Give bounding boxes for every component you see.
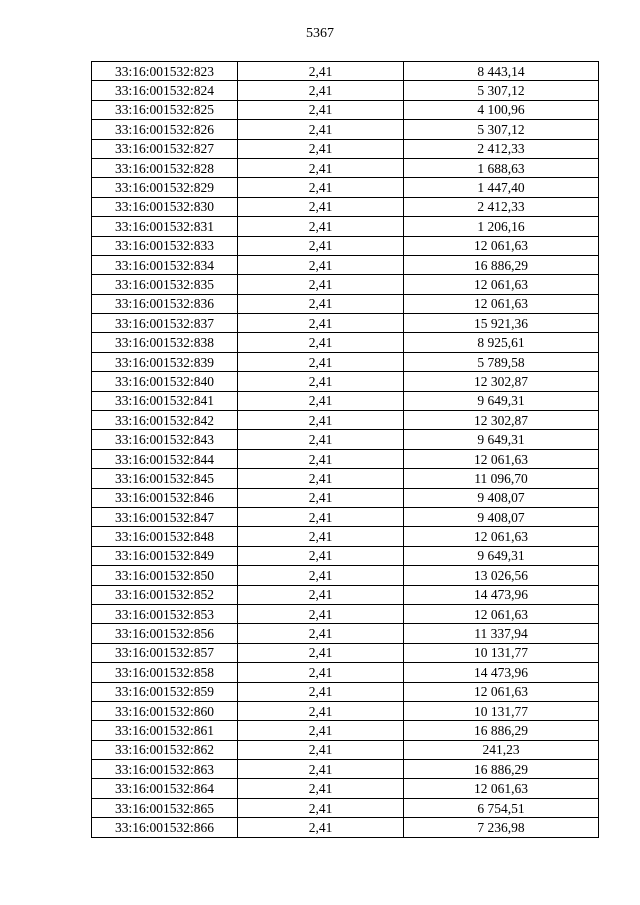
amount-cell: 13 026,56: [404, 566, 599, 585]
amount-cell: 9 649,31: [404, 391, 599, 410]
rate-cell: 2,41: [238, 391, 404, 410]
cadastral-number-cell: 33:16:001532:859: [92, 682, 238, 701]
amount-cell: 241,23: [404, 740, 599, 759]
amount-cell: 5 307,12: [404, 81, 599, 100]
rate-cell: 2,41: [238, 81, 404, 100]
cadastral-number-cell: 33:16:001532:861: [92, 721, 238, 740]
table-row: [92, 682, 599, 701]
cadastral-number-cell: 33:16:001532:830: [92, 197, 238, 216]
table-row: [92, 527, 599, 546]
cadastral-number-cell: 33:16:001532:865: [92, 798, 238, 817]
table-row: [92, 701, 599, 720]
amount-cell: 9 408,07: [404, 507, 599, 526]
table-row: [92, 546, 599, 565]
rate-cell: 2,41: [238, 585, 404, 604]
rate-cell: 2,41: [238, 566, 404, 585]
rate-cell: 2,41: [238, 488, 404, 507]
rate-cell: 2,41: [238, 352, 404, 371]
table-row: [92, 333, 599, 352]
amount-cell: 12 061,63: [404, 779, 599, 798]
rate-cell: 2,41: [238, 740, 404, 759]
table-row: [92, 275, 599, 294]
cadastral-number-cell: 33:16:001532:844: [92, 449, 238, 468]
rate-cell: 2,41: [238, 217, 404, 236]
table-row: [92, 643, 599, 662]
rate-cell: 2,41: [238, 527, 404, 546]
cadastral-number-cell: 33:16:001532:836: [92, 294, 238, 313]
table-row: [92, 760, 599, 779]
table-row: [92, 449, 599, 468]
amount-cell: 14 473,96: [404, 663, 599, 682]
amount-cell: 9 408,07: [404, 488, 599, 507]
cadastral-number-cell: 33:16:001532:849: [92, 546, 238, 565]
cadastral-number-cell: 33:16:001532:828: [92, 158, 238, 177]
rate-cell: 2,41: [238, 546, 404, 565]
table-row: [92, 721, 599, 740]
table-row: [92, 507, 599, 526]
amount-cell: 15 921,36: [404, 314, 599, 333]
cadastral-number-cell: 33:16:001532:863: [92, 760, 238, 779]
rate-cell: 2,41: [238, 798, 404, 817]
rate-cell: 2,41: [238, 236, 404, 255]
rate-cell: 2,41: [238, 682, 404, 701]
amount-cell: 1 447,40: [404, 178, 599, 197]
cadastral-number-cell: 33:16:001532:847: [92, 507, 238, 526]
table-row: [92, 663, 599, 682]
cadastral-number-cell: 33:16:001532:833: [92, 236, 238, 255]
rate-cell: 2,41: [238, 507, 404, 526]
rate-cell: 2,41: [238, 294, 404, 313]
cadastral-number-cell: 33:16:001532:839: [92, 352, 238, 371]
amount-cell: 12 302,87: [404, 411, 599, 430]
rate-cell: 2,41: [238, 604, 404, 623]
rate-cell: 2,41: [238, 779, 404, 798]
cadastral-number-cell: 33:16:001532:823: [92, 62, 238, 81]
rate-cell: 2,41: [238, 624, 404, 643]
table-row: [92, 217, 599, 236]
cadastral-number-cell: 33:16:001532:827: [92, 139, 238, 158]
cadastral-number-cell: 33:16:001532:860: [92, 701, 238, 720]
rate-cell: 2,41: [238, 701, 404, 720]
amount-cell: 8 443,14: [404, 62, 599, 81]
amount-cell: 9 649,31: [404, 430, 599, 449]
rate-cell: 2,41: [238, 100, 404, 119]
amount-cell: 1 688,63: [404, 158, 599, 177]
table-row: [92, 314, 599, 333]
table-row: [92, 566, 599, 585]
amount-cell: 5 307,12: [404, 120, 599, 139]
cadastral-number-cell: 33:16:001532:864: [92, 779, 238, 798]
cadastral-number-cell: 33:16:001532:843: [92, 430, 238, 449]
rate-cell: 2,41: [238, 255, 404, 274]
cadastral-table: [91, 61, 599, 838]
cadastral-number-cell: 33:16:001532:866: [92, 818, 238, 837]
table-row: [92, 430, 599, 449]
rate-cell: 2,41: [238, 643, 404, 662]
amount-cell: 7 236,98: [404, 818, 599, 837]
amount-cell: 12 061,63: [404, 527, 599, 546]
table-row: [92, 624, 599, 643]
table-row: [92, 391, 599, 410]
amount-cell: 16 886,29: [404, 255, 599, 274]
amount-cell: 11 096,70: [404, 469, 599, 488]
cadastral-number-cell: 33:16:001532:838: [92, 333, 238, 352]
rate-cell: 2,41: [238, 469, 404, 488]
cadastral-number-cell: 33:16:001532:842: [92, 411, 238, 430]
page-number: 5367: [306, 26, 334, 41]
cadastral-number-cell: 33:16:001532:852: [92, 585, 238, 604]
cadastral-number-cell: 33:16:001532:858: [92, 663, 238, 682]
amount-cell: 9 649,31: [404, 546, 599, 565]
amount-cell: 12 061,63: [404, 236, 599, 255]
table-row: [92, 236, 599, 255]
amount-cell: 16 886,29: [404, 721, 599, 740]
rate-cell: 2,41: [238, 275, 404, 294]
rate-cell: 2,41: [238, 411, 404, 430]
table-row: [92, 158, 599, 177]
cadastral-number-cell: 33:16:001532:845: [92, 469, 238, 488]
table-row: [92, 120, 599, 139]
amount-cell: 14 473,96: [404, 585, 599, 604]
amount-cell: 11 337,94: [404, 624, 599, 643]
amount-cell: 5 789,58: [404, 352, 599, 371]
cadastral-number-cell: 33:16:001532:826: [92, 120, 238, 139]
table-row: [92, 352, 599, 371]
amount-cell: 12 061,63: [404, 449, 599, 468]
table-row: [92, 100, 599, 119]
table-row: [92, 469, 599, 488]
cadastral-number-cell: 33:16:001532:829: [92, 178, 238, 197]
rate-cell: 2,41: [238, 197, 404, 216]
amount-cell: 2 412,33: [404, 139, 599, 158]
cadastral-number-cell: 33:16:001532:848: [92, 527, 238, 546]
table-row: [92, 178, 599, 197]
amount-cell: 1 206,16: [404, 217, 599, 236]
amount-cell: 8 925,61: [404, 333, 599, 352]
amount-cell: 12 302,87: [404, 372, 599, 391]
cadastral-number-cell: 33:16:001532:834: [92, 255, 238, 274]
table-row: [92, 585, 599, 604]
table-row: [92, 740, 599, 759]
rate-cell: 2,41: [238, 62, 404, 81]
amount-cell: 10 131,77: [404, 643, 599, 662]
table-row: [92, 818, 599, 837]
rate-cell: 2,41: [238, 333, 404, 352]
rate-cell: 2,41: [238, 139, 404, 158]
table-row: [92, 488, 599, 507]
rate-cell: 2,41: [238, 372, 404, 391]
cadastral-number-cell: 33:16:001532:824: [92, 81, 238, 100]
table-row: [92, 62, 599, 81]
amount-cell: 10 131,77: [404, 701, 599, 720]
amount-cell: 16 886,29: [404, 760, 599, 779]
rate-cell: 2,41: [238, 314, 404, 333]
rate-cell: 2,41: [238, 449, 404, 468]
table-row: [92, 294, 599, 313]
table-row: [92, 197, 599, 216]
amount-cell: 6 754,51: [404, 798, 599, 817]
rate-cell: 2,41: [238, 663, 404, 682]
rate-cell: 2,41: [238, 818, 404, 837]
cadastral-number-cell: 33:16:001532:853: [92, 604, 238, 623]
cadastral-number-cell: 33:16:001532:840: [92, 372, 238, 391]
table-row: [92, 81, 599, 100]
cadastral-number-cell: 33:16:001532:857: [92, 643, 238, 662]
rate-cell: 2,41: [238, 760, 404, 779]
rate-cell: 2,41: [238, 430, 404, 449]
table-row: [92, 372, 599, 391]
amount-cell: 12 061,63: [404, 275, 599, 294]
cadastral-number-cell: 33:16:001532:841: [92, 391, 238, 410]
cadastral-number-cell: 33:16:001532:856: [92, 624, 238, 643]
table-row: [92, 798, 599, 817]
amount-cell: 12 061,63: [404, 682, 599, 701]
cadastral-number-cell: 33:16:001532:862: [92, 740, 238, 759]
rate-cell: 2,41: [238, 158, 404, 177]
amount-cell: 4 100,96: [404, 100, 599, 119]
table-row: [92, 139, 599, 158]
table-row: [92, 411, 599, 430]
amount-cell: 2 412,33: [404, 197, 599, 216]
cadastral-number-cell: 33:16:001532:825: [92, 100, 238, 119]
amount-cell: 12 061,63: [404, 294, 599, 313]
table-row: [92, 255, 599, 274]
cadastral-number-cell: 33:16:001532:837: [92, 314, 238, 333]
cadastral-number-cell: 33:16:001532:846: [92, 488, 238, 507]
rate-cell: 2,41: [238, 120, 404, 139]
cadastral-number-cell: 33:16:001532:850: [92, 566, 238, 585]
table-body: [92, 62, 599, 838]
rate-cell: 2,41: [238, 721, 404, 740]
cadastral-number-cell: 33:16:001532:835: [92, 275, 238, 294]
rate-cell: 2,41: [238, 178, 404, 197]
cadastral-number-cell: 33:16:001532:831: [92, 217, 238, 236]
amount-cell: 12 061,63: [404, 604, 599, 623]
table-row: [92, 604, 599, 623]
table-row: [92, 779, 599, 798]
